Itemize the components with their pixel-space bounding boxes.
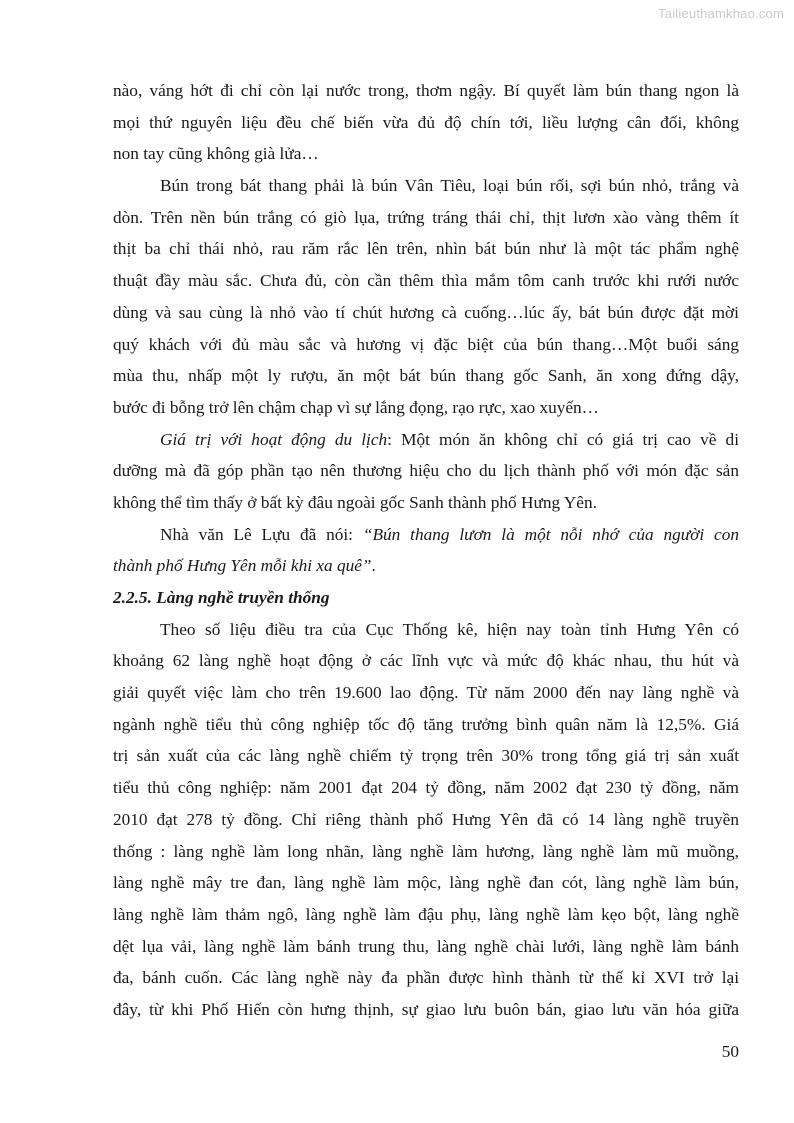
quote-end: . (371, 556, 376, 576)
text-line: làng nghề làm thảm ngô, làng nghề làm đậu phụ, làng nghề làm kẹo bột, làng nghề (113, 904, 739, 924)
text-line: ngành nghề tiểu thủ công nghiệp tốc độ tăng trưởng bình quân năm là 12,5%. Giá (113, 714, 739, 734)
text-line: thịt ba chỉ thái nhỏ, rau răm rắc lên trên, nhìn bát bún như là một tác phẩm nghệ (113, 239, 739, 259)
text-line: mọi thứ nguyên liệu đều chế biến vừa đủ độ chín tới, liều lượng cân đối, không (113, 112, 739, 132)
text-line: dòn. Trên nền bún trắng có giò lụa, trứng tráng thái chỉ, thịt lươn xào vàng thêm ít (113, 207, 739, 227)
text-line: không thể tìm thấy ở bất kỳ đâu ngoài gốc Sanh thành phố Hưng Yên. (113, 492, 597, 512)
text-line: bước đi bỗng trở lên chậm chạp vì sự lắng đọng, rạo rực, xao xuyến… (113, 397, 599, 417)
text-line: đây, từ khi Phố Hiến còn hưng thịnh, sự giao lưu buôn bán, giao lưu văn hóa giữa (113, 999, 739, 1019)
text-line: thống : làng nghề làm long nhãn, làng nghề làm hương, làng nghề làm mũ muồng, (113, 841, 739, 861)
watermark: Tailieuthamkhao.com (658, 6, 784, 21)
quote-lead: Nhà văn Lê Lựu đã nói: (160, 524, 363, 544)
quote-text: “Bún thang lươn là một nỗi nhớ của người con (362, 524, 739, 544)
text-line: Theo số liệu điều tra của Cục Thống kê, hiện nay toàn tỉnh Hưng Yên có (160, 619, 739, 639)
text-line: dệt lụa vải, làng nghề làm bánh trung thu, làng nghề chài lưới, làng nghề làm bánh (113, 936, 739, 956)
text-line: làng nghề mây tre đan, làng nghề làm mộc, làng nghề đan cót, làng nghề làm bún, (113, 873, 739, 893)
text-line: dưỡng mà đã góp phần tạo nên thương hiệu cho du lịch thành phố với món đặc sản (113, 461, 739, 481)
text-line: khoảng 62 làng nghề hoạt động ở các lĩnh vực và mức độ khác nhau, thu hút và (113, 651, 739, 671)
text-line: thuật đầy màu sắc. Chưa đủ, còn cần thêm thìa mắm tôm canh trước khi rưới nước (113, 271, 739, 291)
italic-lead: Giá trị với hoạt động du lịch (160, 429, 388, 449)
text-line: quý khách với đủ màu sắc và hương vị đặc biệt của bún thang…Một buổi sáng (113, 334, 739, 354)
text-line: mùa thu, nhấp một ly rượu, ăn một bát bún thang gốc Sanh, ăn xong đứng dậy, (113, 366, 739, 386)
text-line: 2010 đạt 278 tỷ đồng. Chỉ riêng thành phố Hưng Yên đã có 14 làng nghề truyền (113, 809, 739, 829)
text-line: dùng và sau cùng là nhỏ vào tí chút hương cà cuống…lúc ấy, bát bún được đặt mời (113, 302, 739, 322)
text-line (113, 519, 739, 551)
text-line: đa, bánh cuốn. Các làng nghề này đa phần được hình thành từ thế kỉ XVI trở lại (113, 968, 739, 988)
quote-text: thành phố Hưng Yên mỗi khi xa quê” (113, 556, 372, 576)
body-text (113, 75, 739, 1026)
text-line: nào, váng hớt đi chỉ còn lại nước trong, thơm ngậy. Bí quyết làm bún thang ngon là (113, 81, 739, 100)
text-line (113, 424, 739, 456)
text-line: Bún trong bát thang phải là bún Vân Tiêu, loại bún rối, sợi bún nhỏ, trắng và (160, 176, 739, 196)
text-line: tiểu thủ công nghiệp: năm 2001 đạt 204 tỷ đồng, năm 2002 đạt 230 tỷ đồng, năm (113, 778, 739, 798)
page-number: 50 (721, 1042, 739, 1061)
text-line: non tay cũng không già lửa… (113, 144, 319, 164)
text-line: giải quyết việc làm cho trên 19.600 lao động. Từ năm 2000 đến nay làng nghề và (113, 683, 739, 703)
text-line: trị sản xuất của các làng nghề chiếm tỷ trọng trên 30% trong tổng giá trị sản xuất (113, 746, 739, 766)
text-line (113, 550, 739, 582)
section-heading: 2.2.5. Làng nghề truyền thống (113, 588, 330, 607)
lead-rest: : Một món ăn không chỉ có giá trị cao về di (387, 429, 739, 449)
